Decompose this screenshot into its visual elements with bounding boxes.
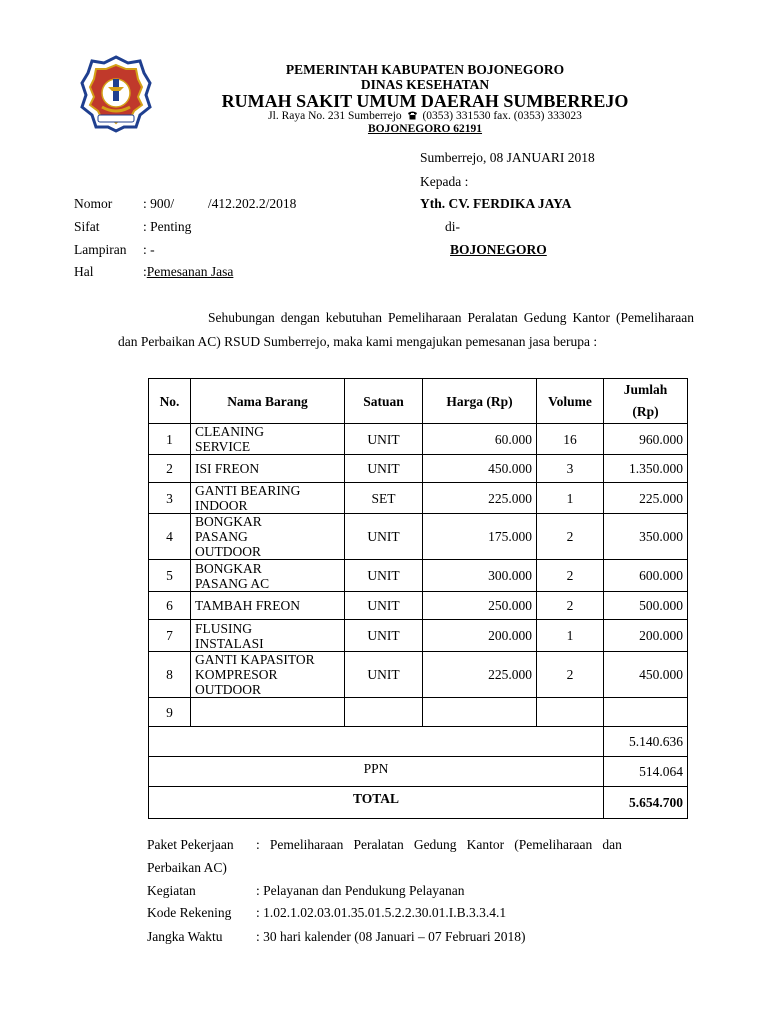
table-row: [149, 698, 688, 727]
row-volume: 16: [537, 424, 604, 455]
subtotal-label-cell: [149, 727, 604, 757]
table-row: [149, 424, 688, 455]
row-harga: 300.000: [423, 560, 537, 592]
phone-text: (0353) 331530 fax. (0353) 333023: [422, 110, 582, 122]
row-item-name: [191, 514, 345, 560]
total-value: 5.654.700: [604, 787, 688, 819]
col-header-jumlah: [604, 379, 688, 424]
item-name-line: GANTI KAPASITOR: [195, 652, 315, 667]
jumlah-header-line1: Jumlah: [623, 382, 668, 397]
table-row: [149, 514, 688, 560]
item-name-line: INDOOR: [195, 498, 248, 513]
total-row: [149, 787, 688, 819]
row-satuan: UNIT: [345, 560, 423, 592]
item-name-line: PASANG: [195, 529, 248, 544]
row-item-name: [191, 652, 345, 698]
row-harga: 250.000: [423, 592, 537, 620]
row-item-name: [191, 698, 345, 727]
letter-date: Sumberrejo, 08 JANUARI 2018: [420, 150, 595, 165]
item-name-line: PASANG AC: [195, 575, 270, 591]
row-no: 2: [149, 455, 191, 483]
row-volume: 2: [537, 560, 604, 592]
row-satuan: [345, 698, 423, 727]
row-satuan: UNIT: [345, 455, 423, 483]
lampiran-value: : -: [143, 242, 155, 257]
col-header-nama: Nama Barang: [191, 379, 345, 424]
intro-paragraph: Sehubungan dengan kebutuhan Pemeliharaan Peralatan Gedung Kantor (Pemeliharaan dan Perbaikan AC) RSUD Sumberrejo, maka kami mengajukan pemesanan jasa berupa :: [118, 310, 694, 349]
col-header-volume: Volume: [537, 379, 604, 424]
subtotal-value: 5.140.636: [604, 727, 688, 757]
item-name-line: INSTALASI: [195, 635, 264, 651]
item-name-line: CLEANING: [195, 424, 264, 439]
recipient-kepada: Kepada :: [420, 174, 469, 189]
paket-continuation: Perbaikan AC): [147, 860, 227, 875]
hal-colon: :: [143, 264, 147, 279]
ppn-label: PPN: [149, 757, 604, 787]
row-no: 8: [149, 652, 191, 698]
row-no: 4: [149, 514, 191, 560]
item-name-line: OUTDOOR: [195, 682, 261, 697]
paket-label: Paket Pekerjaan: [147, 837, 234, 852]
row-satuan: UNIT: [345, 592, 423, 620]
jangka-label: Jangka Waktu: [147, 929, 223, 944]
recipient-city: BOJONEGORO: [450, 242, 547, 257]
item-name-line: FLUSING: [195, 620, 253, 636]
jumlah-header-line2: (Rp): [632, 404, 659, 419]
ppn-row: [149, 757, 688, 787]
row-harga: 225.000: [423, 652, 537, 698]
table-row: [149, 620, 688, 652]
kegiatan-value: : Pelayanan dan Pendukung Pelayanan: [256, 883, 465, 898]
jangka-value: : 30 hari kalender (08 Januari – 07 Februari 2018): [256, 929, 526, 944]
row-jumlah: 450.000: [604, 652, 688, 698]
nomor-value: : 900/ /412.202.2/2018: [143, 196, 297, 211]
item-name-line: ISI FREON: [195, 461, 260, 476]
row-item-name: [191, 455, 345, 483]
row-satuan: UNIT: [345, 424, 423, 455]
hospital-seal-icon: [80, 55, 152, 133]
item-name-line: SERVICE: [195, 439, 251, 454]
row-no: 3: [149, 483, 191, 514]
item-name-line: BONGKAR: [195, 514, 262, 529]
row-volume: 3: [537, 455, 604, 483]
sifat-label: Sifat: [74, 219, 100, 234]
item-name-line: GANTI BEARING: [195, 483, 301, 498]
ppn-value: 514.064: [604, 757, 688, 787]
recipient-di: di-: [445, 219, 460, 234]
kode-label: Kode Rekening: [147, 905, 232, 920]
row-volume: 1: [537, 620, 604, 652]
paket-value: : Pemeliharaan Peralatan Gedung Kantor (Pemeliharaan dan: [256, 837, 622, 852]
item-name-line: BONGKAR: [195, 560, 262, 576]
item-name-line: KOMPRESOR: [195, 667, 278, 682]
recipient-name: Yth. CV. FERDIKA JAYA: [420, 196, 572, 211]
row-item-name: [191, 592, 345, 620]
nomor-label: Nomor: [74, 196, 113, 211]
col-header-satuan: Satuan: [345, 379, 423, 424]
letterhead-city-code: BOJONEGORO 62191: [367, 123, 483, 135]
row-item-name: [191, 424, 345, 455]
row-no: 5: [149, 560, 191, 592]
row-item-name: [191, 560, 345, 592]
row-jumlah: 200.000: [604, 620, 688, 652]
letterhead-department: DINAS KESEHATAN: [360, 77, 490, 92]
row-harga: 225.000: [423, 483, 537, 514]
lampiran-label: Lampiran: [74, 242, 127, 257]
row-harga: [423, 698, 537, 727]
row-jumlah: [604, 698, 688, 727]
row-jumlah: 1.350.000: [604, 455, 688, 483]
address-text: Jl. Raya No. 231 Sumberrejo: [268, 110, 402, 122]
row-harga: 200.000: [423, 620, 537, 652]
letterhead-address-line: [200, 110, 650, 123]
row-harga: 175.000: [423, 514, 537, 560]
total-label: TOTAL: [149, 787, 604, 819]
item-name-line: TAMBAH FREON: [195, 598, 301, 613]
row-volume: 1: [537, 483, 604, 514]
row-jumlah: 350.000: [604, 514, 688, 560]
letterhead-hospital: RUMAH SAKIT UMUM DAERAH SUMBERREJO: [221, 91, 629, 111]
col-header-harga: Harga (Rp): [423, 379, 537, 424]
subtotal-row: [149, 727, 688, 757]
row-volume: [537, 698, 604, 727]
row-harga: 450.000: [423, 455, 537, 483]
table-row: [149, 560, 688, 592]
table-row: [149, 592, 688, 620]
row-no: 9: [149, 698, 191, 727]
row-volume: 2: [537, 514, 604, 560]
row-item-name: [191, 620, 345, 652]
row-volume: 2: [537, 652, 604, 698]
order-table: [148, 378, 688, 819]
table-row: [149, 455, 688, 483]
col-header-no: No.: [149, 379, 191, 424]
row-jumlah: 225.000: [604, 483, 688, 514]
row-satuan: SET: [345, 483, 423, 514]
hal-value-line: [143, 264, 233, 280]
row-satuan: UNIT: [345, 514, 423, 560]
table-header-row: [149, 379, 688, 424]
sifat-value: : Penting: [143, 219, 192, 234]
kode-value: : 1.02.1.02.03.01.35.01.5.2.2.30.01.I.B.3.3.4.1: [256, 905, 507, 920]
row-satuan: UNIT: [345, 620, 423, 652]
row-jumlah: 960.000: [604, 424, 688, 455]
row-jumlah: 600.000: [604, 560, 688, 592]
hal-value: Pemesanan Jasa: [146, 264, 234, 279]
row-harga: 60.000: [423, 424, 537, 455]
hal-label: Hal: [74, 264, 94, 279]
letterhead-government: PEMERINTAH KABUPATEN BOJONEGORO: [285, 62, 565, 77]
row-no: 1: [149, 424, 191, 455]
row-volume: 2: [537, 592, 604, 620]
item-name-line: OUTDOOR: [195, 544, 261, 559]
row-item-name: [191, 483, 345, 514]
kegiatan-label: Kegiatan: [147, 883, 196, 898]
row-no: 6: [149, 592, 191, 620]
row-jumlah: 500.000: [604, 592, 688, 620]
table-row: [149, 652, 688, 698]
phone-icon: [407, 110, 418, 123]
table-row: [149, 483, 688, 514]
row-no: 7: [149, 620, 191, 652]
row-satuan: UNIT: [345, 652, 423, 698]
